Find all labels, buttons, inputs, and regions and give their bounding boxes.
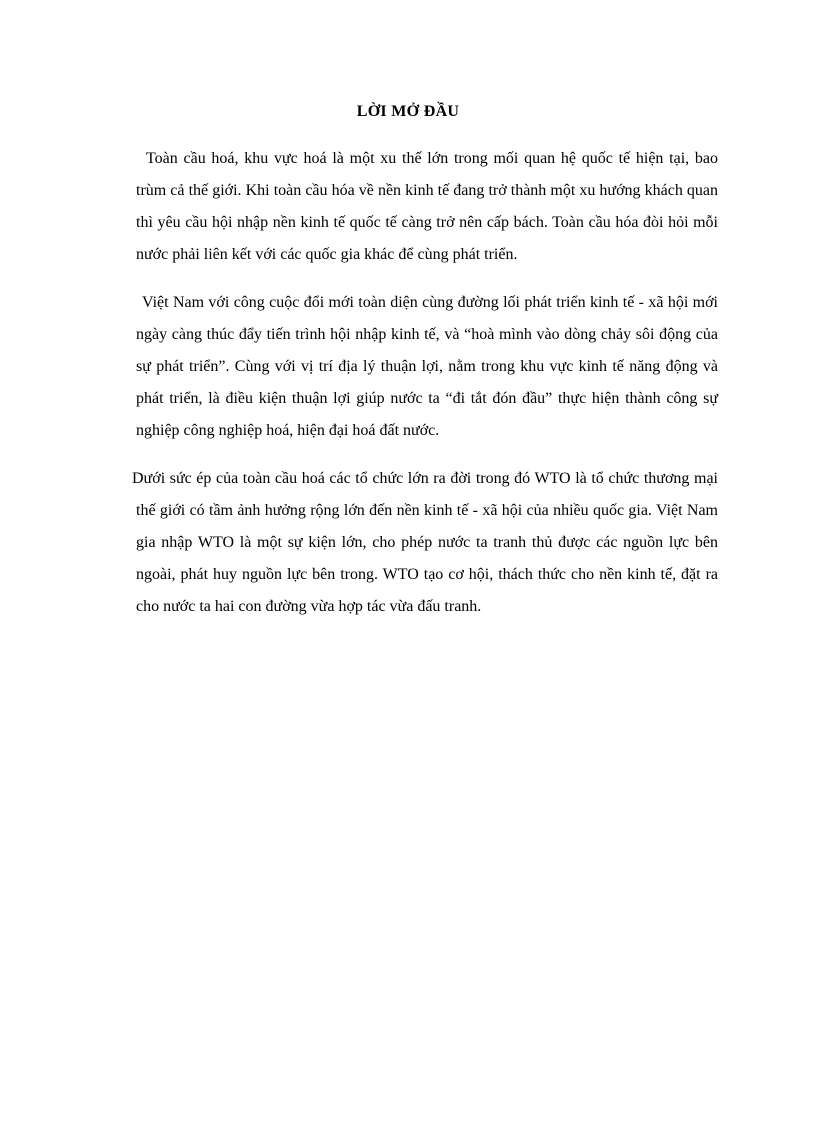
document-body (132, 143, 718, 639)
paragraph-wto: Dưới sức ép của toàn cầu hoá các tổ chức lớn ra đời trong đó WTO là tổ chức thương mại thế giới có tầm ảnh hưởng rộng lớn đến nền kinh tế - xã hội của nhiều quốc gia. Việt Nam gia nhập WTO là một sự kiện lớn, cho phép nước ta tranh thủ được các nguồn lực bên ngoài, phát huy nguồn lực bên trong. WTO tạo cơ hội, thách thức cho nền kinh tế, đặt ra cho nước ta hai con đường vừa hợp tác vừa đấu tranh. (132, 470, 718, 615)
paragraph-vietnam-integration: Việt Nam với công cuộc đổi mới toàn diện cùng đường lối phát triển kinh tế - xã hội mới ngày càng thúc đẩy tiến trình hội nhập kinh tế, và “hoà mình vào dòng chảy sôi động của sự phát triển”. Cùng với vị trí địa lý thuận lợi, nằm trong khu vực kinh tế năng động và phát triển, là điều kiện thuận lợi giúp nước ta “đi tắt đón đầu” thực hiện thành công sự nghiệp công nghiệp hoá, hiện đại hoá đất nước. (136, 294, 718, 439)
document-title: LỜI MỞ ĐẦU (356, 103, 460, 120)
paragraph-globalization: Toàn cầu hoá, khu vực hoá là một xu thế lớn trong mối quan hệ quốc tế hiện tại, bao trùm cả thế giới. Khi toàn cầu hóa về nền kinh tế đang trở thành một xu hướng khách quan thì yêu cầu hội nhập nền kinh tế quốc tế càng trở nên cấp bách. Toàn cầu hóa đòi hỏi mỗi nước phải liên kết với các quốc gia khác để cùng phát triển. (136, 150, 718, 263)
